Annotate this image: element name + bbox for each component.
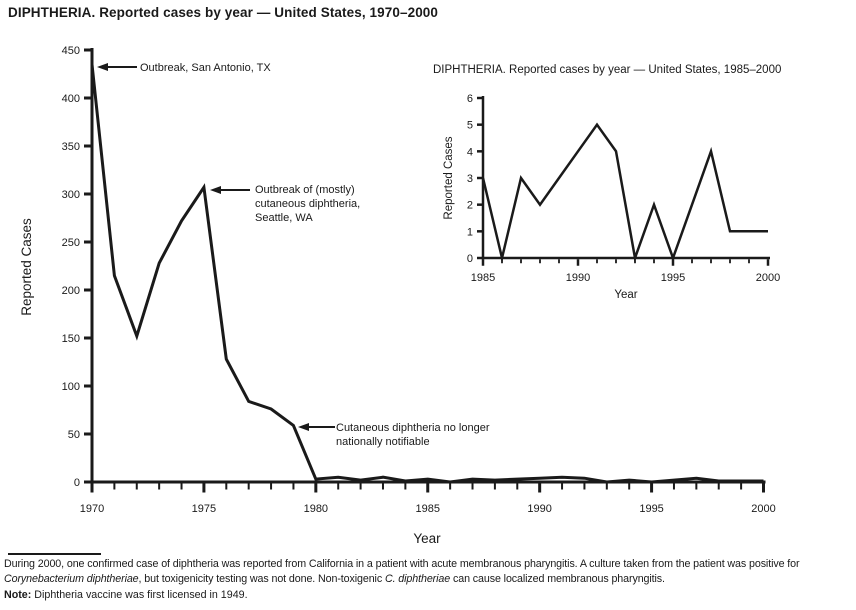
main-chart [19, 45, 776, 546]
footnote-paragraph [4, 557, 853, 586]
note-label: Note: [4, 589, 32, 601]
x-tick-label: 1995 [639, 503, 664, 515]
annotation-arrowhead [210, 186, 221, 194]
x-tick-label: 1975 [191, 503, 217, 515]
x-tick-label: 2000 [751, 503, 776, 515]
footnote-segment: , but toxigenicity testing was not done. Non-toxigenic [138, 572, 385, 585]
x-tick-label: 1980 [303, 503, 329, 515]
y-axis-title: Reported Cases [19, 218, 34, 316]
y-tick-label: 4 [466, 146, 473, 159]
y-axis-title: Reported Cases [443, 136, 455, 220]
footnote-segment: can cause localized membranous pharyngitis. [450, 572, 665, 585]
annotation-label: Cutaneous diphtheria no longer [336, 422, 490, 434]
x-tick-label: 2000 [755, 272, 781, 284]
footnote-italic-segment: C. diphtheriae [384, 572, 451, 585]
data-line [483, 125, 768, 258]
x-tick-label: 1985 [470, 272, 496, 284]
y-tick-label: 6 [466, 93, 473, 105]
footnote-rule [8, 553, 101, 555]
footnote-segment: During 2000, one confirmed case of diphtheria was reported from California in a patient with acute membranous pharyngitis. A culture taken from the patient was positive for [4, 558, 800, 570]
y-tick-label: 150 [61, 333, 80, 345]
y-tick-label: 0 [466, 253, 473, 265]
x-axis-title: Year [413, 531, 441, 546]
inset-chart-title: DIPHTHERIA. Reported cases by year — United States, 1985–2000 [433, 64, 782, 76]
y-tick-label: 200 [61, 285, 80, 297]
x-tick-label: 1990 [527, 503, 552, 515]
y-tick-label: 450 [61, 45, 80, 57]
footnote-italic-segment: Corynebacterium diphtheriae [4, 572, 139, 585]
note-text: Diphtheria vaccine was first licensed in 1949. [31, 589, 248, 601]
y-tick-label: 5 [466, 119, 473, 132]
y-tick-label: 3 [466, 173, 473, 185]
annotation-label: cutaneous diphtheria, [255, 198, 361, 210]
x-tick-label: 1990 [565, 272, 591, 284]
annotation-label: Outbreak of (mostly) [255, 184, 355, 196]
annotation-arrowhead [97, 63, 108, 71]
annotation-label: nationally notifiable [336, 436, 430, 448]
y-tick-label: 2 [466, 199, 473, 212]
x-tick-label: 1995 [660, 272, 686, 284]
y-tick-label: 350 [61, 141, 80, 153]
y-tick-label: 1 [466, 226, 473, 239]
y-tick-label: 400 [61, 93, 80, 105]
y-tick-label: 0 [73, 477, 80, 489]
footnote-note [4, 589, 853, 601]
x-axis-title: Year [614, 289, 638, 301]
annotation-arrowhead [298, 423, 309, 431]
annotation-label: Seattle, WA [255, 212, 313, 224]
annotation-label: Outbreak, San Antonio, TX [140, 62, 271, 74]
x-tick-label: 1985 [415, 503, 440, 515]
footnote-section [0, 550, 856, 610]
inset-chart [433, 64, 781, 301]
y-tick-label: 100 [61, 381, 80, 393]
x-tick-label: 1970 [79, 503, 105, 515]
y-tick-label: 50 [67, 429, 80, 441]
y-tick-label: 250 [61, 237, 80, 249]
y-tick-label: 300 [61, 189, 80, 201]
page-title: DIPHTHERIA. Reported cases by year — United States, 1970–2000 [8, 5, 439, 20]
